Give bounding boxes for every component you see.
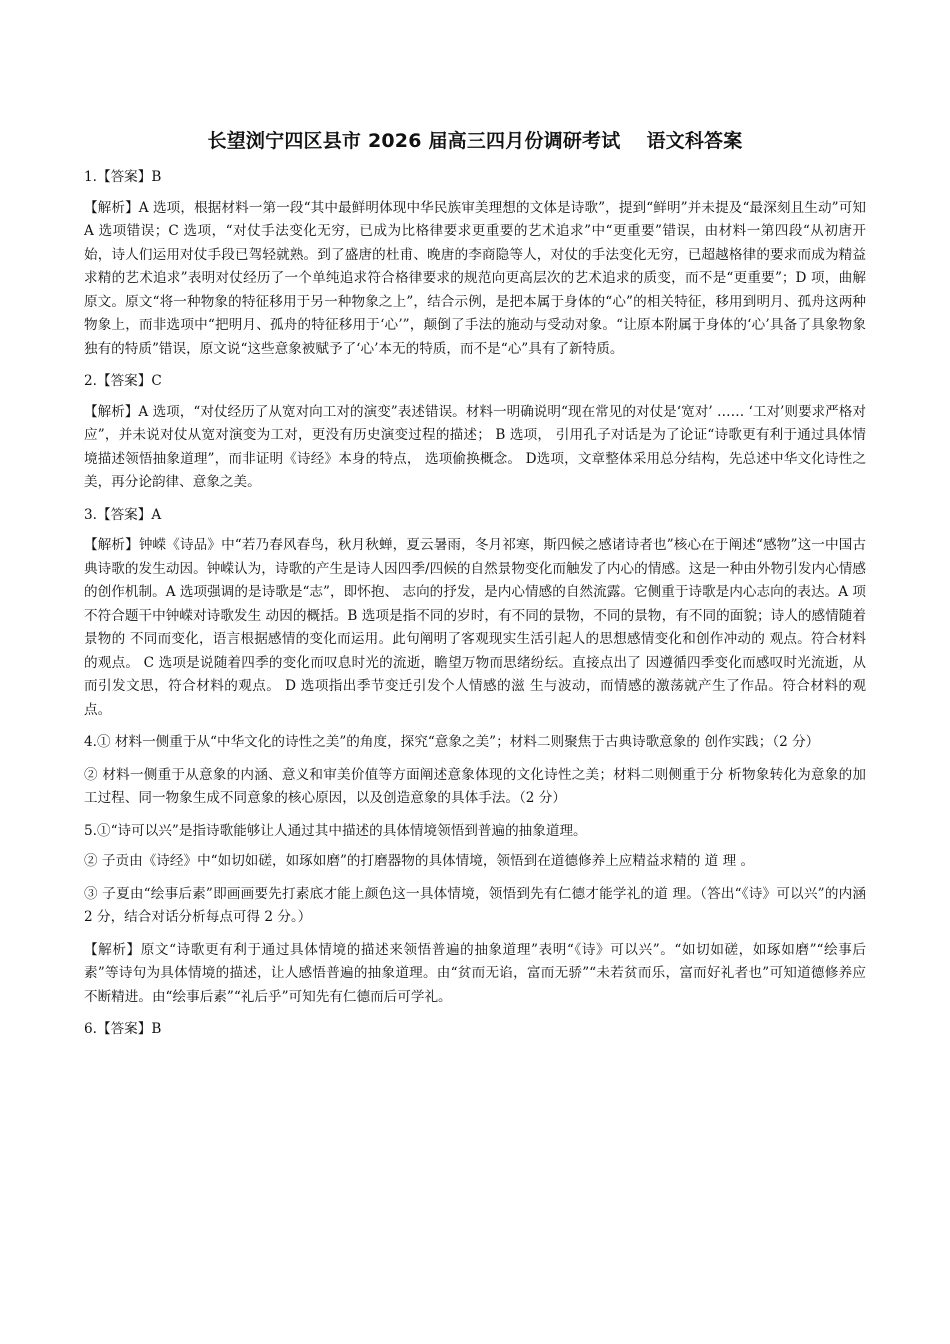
q5-point-1: 5.①“诗可以兴”是指诗歌能够让人通过其中描述的具体情境领悟到普遍的抽象道理。 [84,822,587,839]
q1-answer: 1.【答案】B [84,169,162,185]
q5-point-3: ③ 子夏由“绘事后素”即画画要先打素底才能上颜色这一具体情境，领悟到先有仁德才能学礼的道 理。（答出“《诗》可以兴”的内涵 2 分，结合对话分析每点可得 2 分。） [84,885,866,925]
q5-point-2: ② 子贡由《诗经》中“如切如磋，如琢如磨”的打磨器物的具体情境，领悟到在道德修养上应精益求精的 道 理 。 [84,853,755,869]
q3-answer: 3.【答案】A [84,506,162,523]
q1-explanation: 【解析】A 选项，根据材料一第一段“其中最鲜明体现中华民族审美理想的文体是诗歌”，提到“鲜明”并未提及“最深刻且生动”可知 A 选项错误；C 选项，“对仗手法变化无穷，已成为比格律要求更重要的艺术追求”中“更重要”错误，由材料一第四段“从初唐开始，诗人们运用对仗手段已驾轻就熟。到了盛唐的杜甫、晚唐的李商隐等人，对仗的手法变化无穷，已超越格律的要求而成为精益求精的艺术追求”表明对仗经历了一个单纯追求符合格律要求的规范向更高层次的艺术追求的质变，而不是“更重要”；D 项，曲解原文。原文“将一种物象的特征移用于另一种物象之上”，结合示例，是把本属于身体的“心”的相关特征，移用到明月、孤舟这两种物象上，而非选项中“把明月、孤舟的特征移用于‘心’”，颠倒了手法的施动与受动对象。“让原本附属于身体的‘心’具备了具象物象独有的特质”错误，原文说“这些意象被赋予了‘心’本无的特质，而不是“心”具有了新特质。 [84,199,866,357]
q6-answer: 6.【答案】B [84,1021,162,1037]
q4-point-2: ② 材料一侧重于从意象的内涵、意义和审美价值等方面阐述意象体现的文化诗性之美；材料二则侧重于分 析物象转化为意象的加工过程、同一物象生成不同意象的核心原因，以及创造意象的具体手法。（2 分） [84,766,866,806]
q4-point-1: 4.① 材料一侧重于从“中华文化的诗性之美”的角度，探究“意象之美”；材料二则聚焦于古典诗歌意象的 创作实践；（2 分） [84,734,820,750]
q3-explanation: 【解析】钟嵘《诗品》中“若乃春风春鸟，秋月秋蝉，夏云暑雨，冬月祁寒，斯四候之感诸诗者也”核心在于阐述“感物”这一中国古典诗歌的发生动因。钟嵘认为，诗歌的产生是诗人因四季/四候的自然景物变化而触发了内心的情感。这是一种由外物引发内心情感的创作机制。A 选项强调的是诗歌是“志”，即怀抱、 志向的抒发，是内心情感的自然流露。它侧重于诗歌是内心志向的表达。A 项不符合题干中钟嵘对诗歌发生 动因的概括。B 选项是指不同的岁时，有不同的景物，不同的景物，有不同的面貌；诗人的感情随着景物的 不同而变化，语言根据感情的变化而运用。此句阐明了客观现实生活引起人的思想感情变化和创作冲动的 观点。符合材料的观点。 C 选项是说随着四季的变化而叹息时光的流逝，瞻望万物而思绪纷纭。直接点出了 因遵循四季变化而感叹时光流逝，从而引发文思，符合材料的观点。 D 选项指出季节变迁引发个人情感的滋 生与波动，而情感的激荡就产生了作品。符合材料的观点。 [84,537,866,718]
answer-content [84,166,866,1049]
q2-explanation: 【解析】A 选项，“对仗经历了从宽对向工对的演变”表述错误。材料一明确说明“现在常见的对仗是‘宽对’ …… ‘工对’则要求严格对应”，并未说对仗从宽对演变为工对，更没有历史演变过程的描述； B 选项， 引用孔子对话是为了论证“诗歌更有利于通过具体情境描述领悟抽象道理”，而非证明《诗经》本身的特点， 选项偷换概念。 D选项，文章整体采用总分结构，先总述中华文化诗性之美，再分论韵律、意象之美。 [84,403,866,490]
q5-explanation: 【解析】原文“诗歌更有利于通过具体情境的描述来领悟普遍的抽象道理”表明“《诗》可以兴”。“如切如磋，如琢如磨”“绘事后素”等诗句为具体情境的描述，让人感悟普遍的抽象道理。由“贫而无谄，富而无骄”“未若贫而乐，富而好礼者也”可知道德修养应不断精进。由“绘事后素”“礼后乎”可知先有仁德而后可学礼。 [84,941,866,1005]
document-title: 长望浏宁四区县市 2026 届高三四月份调研考试 语文科答案 [207,130,743,152]
q2-answer: 2.【答案】C [84,373,162,389]
